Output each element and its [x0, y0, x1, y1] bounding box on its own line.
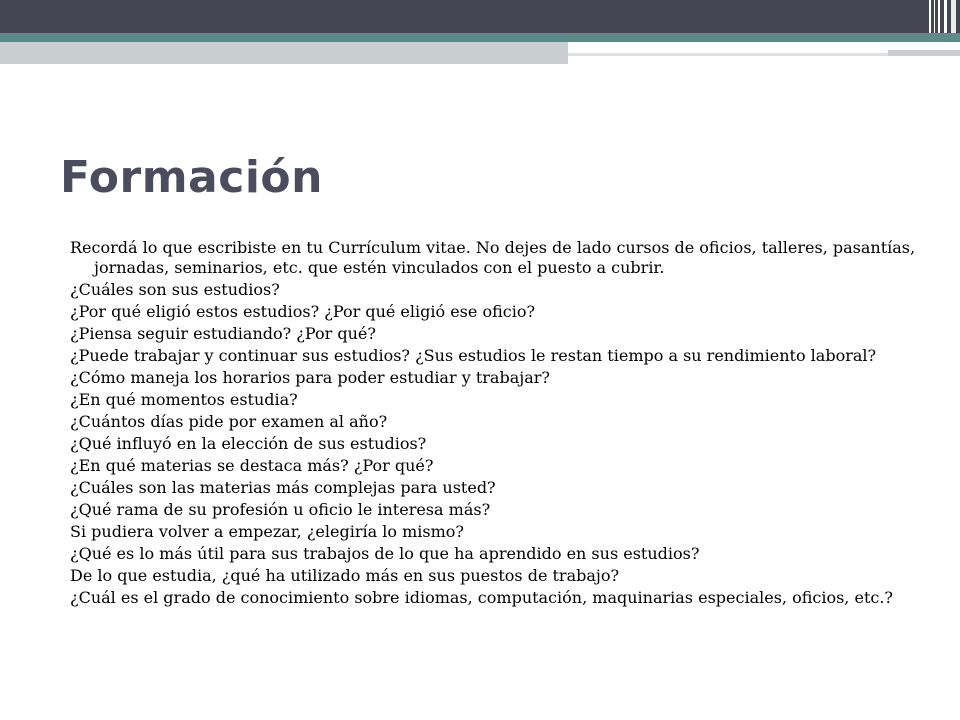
- header-stripe: [938, 0, 940, 33]
- list-item: ¿En qué momentos estudia?: [70, 390, 298, 409]
- question-list: [70, 238, 930, 610]
- slide-title: Formación: [60, 152, 323, 203]
- header-band-cutout: [568, 42, 960, 50]
- header-stripe: [951, 0, 956, 33]
- header-band-edge: [774, 60, 960, 64]
- header-stripe: [934, 0, 935, 33]
- list-item: ¿Puede trabajar y continuar sus estudios? ¿Sus estudios le restan tiempo a su rendimiento laboral?: [70, 346, 877, 365]
- header-stripe: [944, 0, 947, 33]
- list-item: ¿Piensa seguir estudiando? ¿Por qué?: [70, 324, 376, 343]
- list-item: ¿Qué rama de su profesión u oficio le interesa más?: [70, 500, 491, 519]
- list-item: ¿En qué materias se destaca más? ¿Por qué?: [70, 456, 434, 475]
- header-band-dark: [0, 0, 960, 33]
- list-item: ¿Por qué eligió estos estudios? ¿Por qué eligió ese oficio?: [70, 302, 536, 321]
- list-item: ¿Qué influyó en la elección de sus estudios?: [70, 434, 427, 453]
- list-item: Recordá lo que escribiste en tu Currículum vitae. No dejes de lado cursos de oficios, talleres, pasantías, jornadas, seminarios, etc. que estén vinculados con el puesto a cubrir.: [70, 238, 916, 277]
- list-item: De lo que estudia, ¿qué ha utilizado más en sus puestos de trabajo?: [70, 566, 620, 585]
- list-item: ¿Cuántos días pide por examen al año?: [70, 412, 388, 431]
- list-item: ¿Cuáles son sus estudios?: [70, 280, 280, 299]
- header-band-teal: [0, 33, 960, 42]
- list-item: ¿Qué es lo más útil para sus trabajos de lo que ha aprendido en sus estudios?: [70, 544, 700, 563]
- list-item: ¿Cuál es el grado de conocimiento sobre idiomas, computación, maquinarias especiales, oficios, etc.?: [70, 588, 893, 607]
- list-item: ¿Cuáles son las materias más complejas para usted?: [70, 478, 496, 497]
- header-stripe: [929, 0, 931, 33]
- list-item: ¿Cómo maneja los horarios para poder estudiar y trabajar?: [70, 368, 550, 387]
- list-item: Si pudiera volver a empezar, ¿elegiría lo mismo?: [70, 522, 464, 541]
